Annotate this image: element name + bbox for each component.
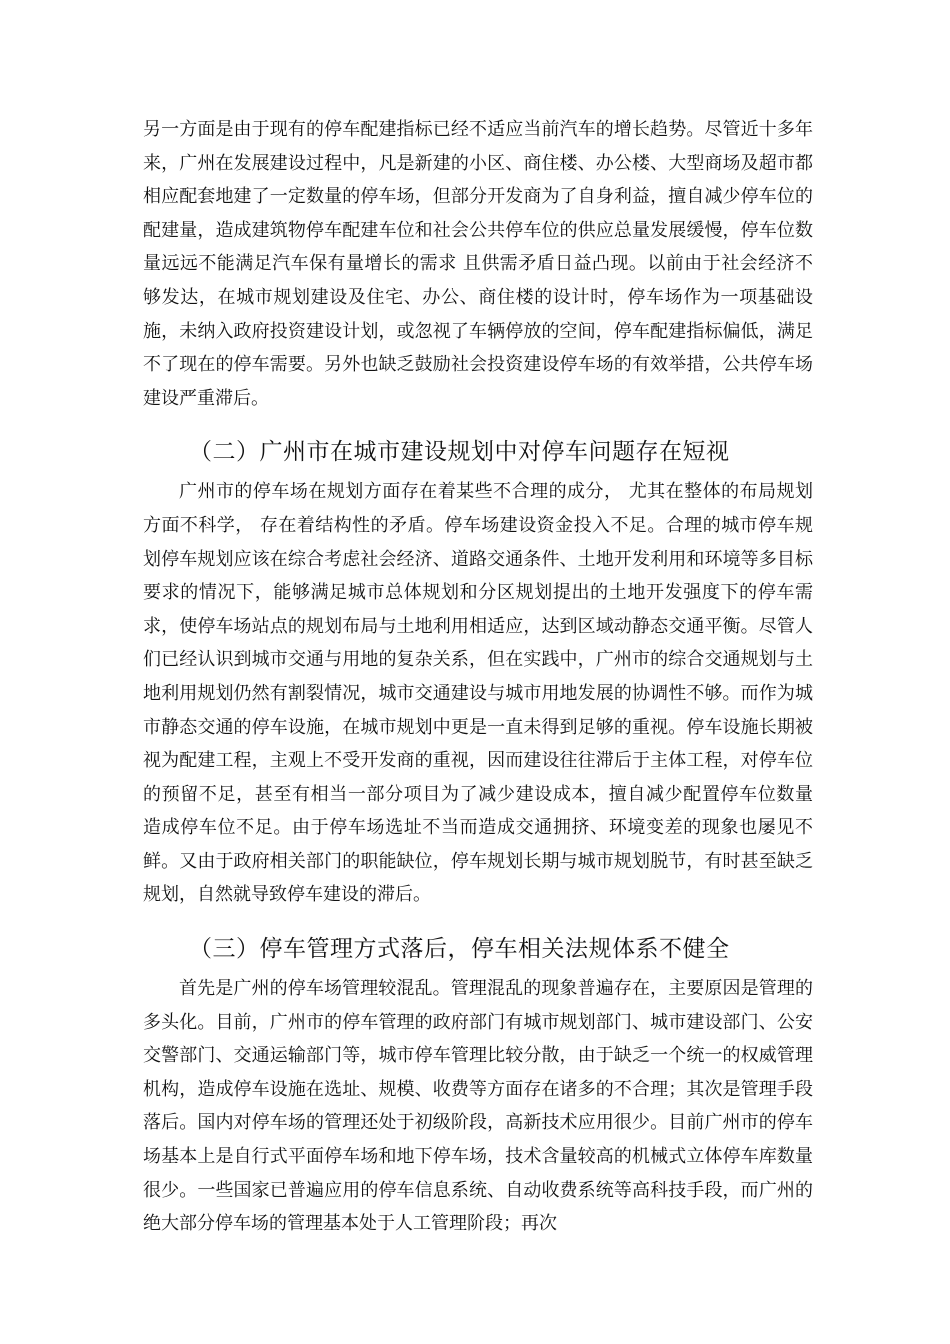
paragraph-planning: 广州市的停车场在规划方面存在着某些不合理的成分， 尤其在整体的布局规划方面不科学， 存在着结构性的矛盾。停车场建设资金投入不足。合理的城市停车规划停车规划应该在综合考虑社会经济、道路交通条件、土地开发利用和环境等多目标要求的情况下，能够满足城市总体规划和分区规划提出的土地开发强度下的停车需求，使停车场站点的规划布局与土地利用相适应，达到区域动静态交通平衡。尽管人们已经认识到城市交通与用地的复杂关系，但在实践中，广州市的综合交通规划与土地利用规划仍然有割裂情况，城市交通建设与城市用地发展的协调性不够。而作为城市静态交通的停车设施，在城市规划中更是一直未得到足够的重视。停车设施长期被视为配建工程，主观上不受开发商的重视，因而建设往往滞后于主体工程，对停车位的预留不足，甚至有相当一部分项目为了减少建设成本，擅自减少配置停车位数量 造成停车位不足。由于停车场选址不当而造成交通拥挤、环境变差的现象也屡见不鲜。又由于政府相关部门的职能缺位，停车规划长期与城市规划脱节，有时甚至缺乏规划，自然就导致停车建设的滞后。: [143, 481, 813, 906]
document-body: [143, 113, 813, 1241]
paragraph-parking-standards: 另一方面是由于现有的停车配建指标已经不适应当前汽车的增长趋势。尽管近十多年来，广州在发展建设过程中，凡是新建的小区、商住楼、办公楼、大型商场及超市都相应配套地建了一定数量的停车场，但部分开发商为了自身利益，擅自减少停车位的配建量，造成建筑物停车配建车位和社会公共停车位的供应总量发展缓慢，停车位数量远远不能满足汽车保有量增长的需求 且供需矛盾日益凸现。以前由于社会经济不够发达，在城市规划建设及住宅、办公、商住楼的设计时，停车场作为一项基础设施，未纳入政府投资建设计划，或忽视了车辆停放的空间，停车配建指标偏低，满足不了现在的停车需要。另外也缺乏鼓励社会投资建设停车场的有效举措，公共停车场建设严重滞后。: [143, 119, 813, 409]
section-heading-planning: （二）广州市在城市建设规划中对停车问题存在短视: [189, 439, 730, 466]
section-heading-management: （三）停车管理方式落后，停车相关法规体系不健全: [189, 936, 730, 963]
paragraph-management: 首先是广州的停车场管理较混乱。管理混乱的现象普遍存在，主要原因是管理的多头化。目前，广州市的停车管理的政府部门有城市规划部门、城市建设部门、公安交警部门、交通运输部门等，城市停车管理比较分散，由于缺乏一个统一的权威管理机构，造成停车设施在选址、规模、收费等方面存在诸多的不合理；其次是管理手段落后。国内对停车场的管理还处于初级阶段，高新技术应用很少。目前广州市的停车场基本上是自行式平面停车场和地下停车场，技术含量较高的机械式立体停车库数量很少。一些国家已普遍应用的停车信息系统、自动收费系统等高科技手段，而广州的绝大部分停车场的管理基本处于人工管理阶段；再次: [143, 978, 813, 1235]
